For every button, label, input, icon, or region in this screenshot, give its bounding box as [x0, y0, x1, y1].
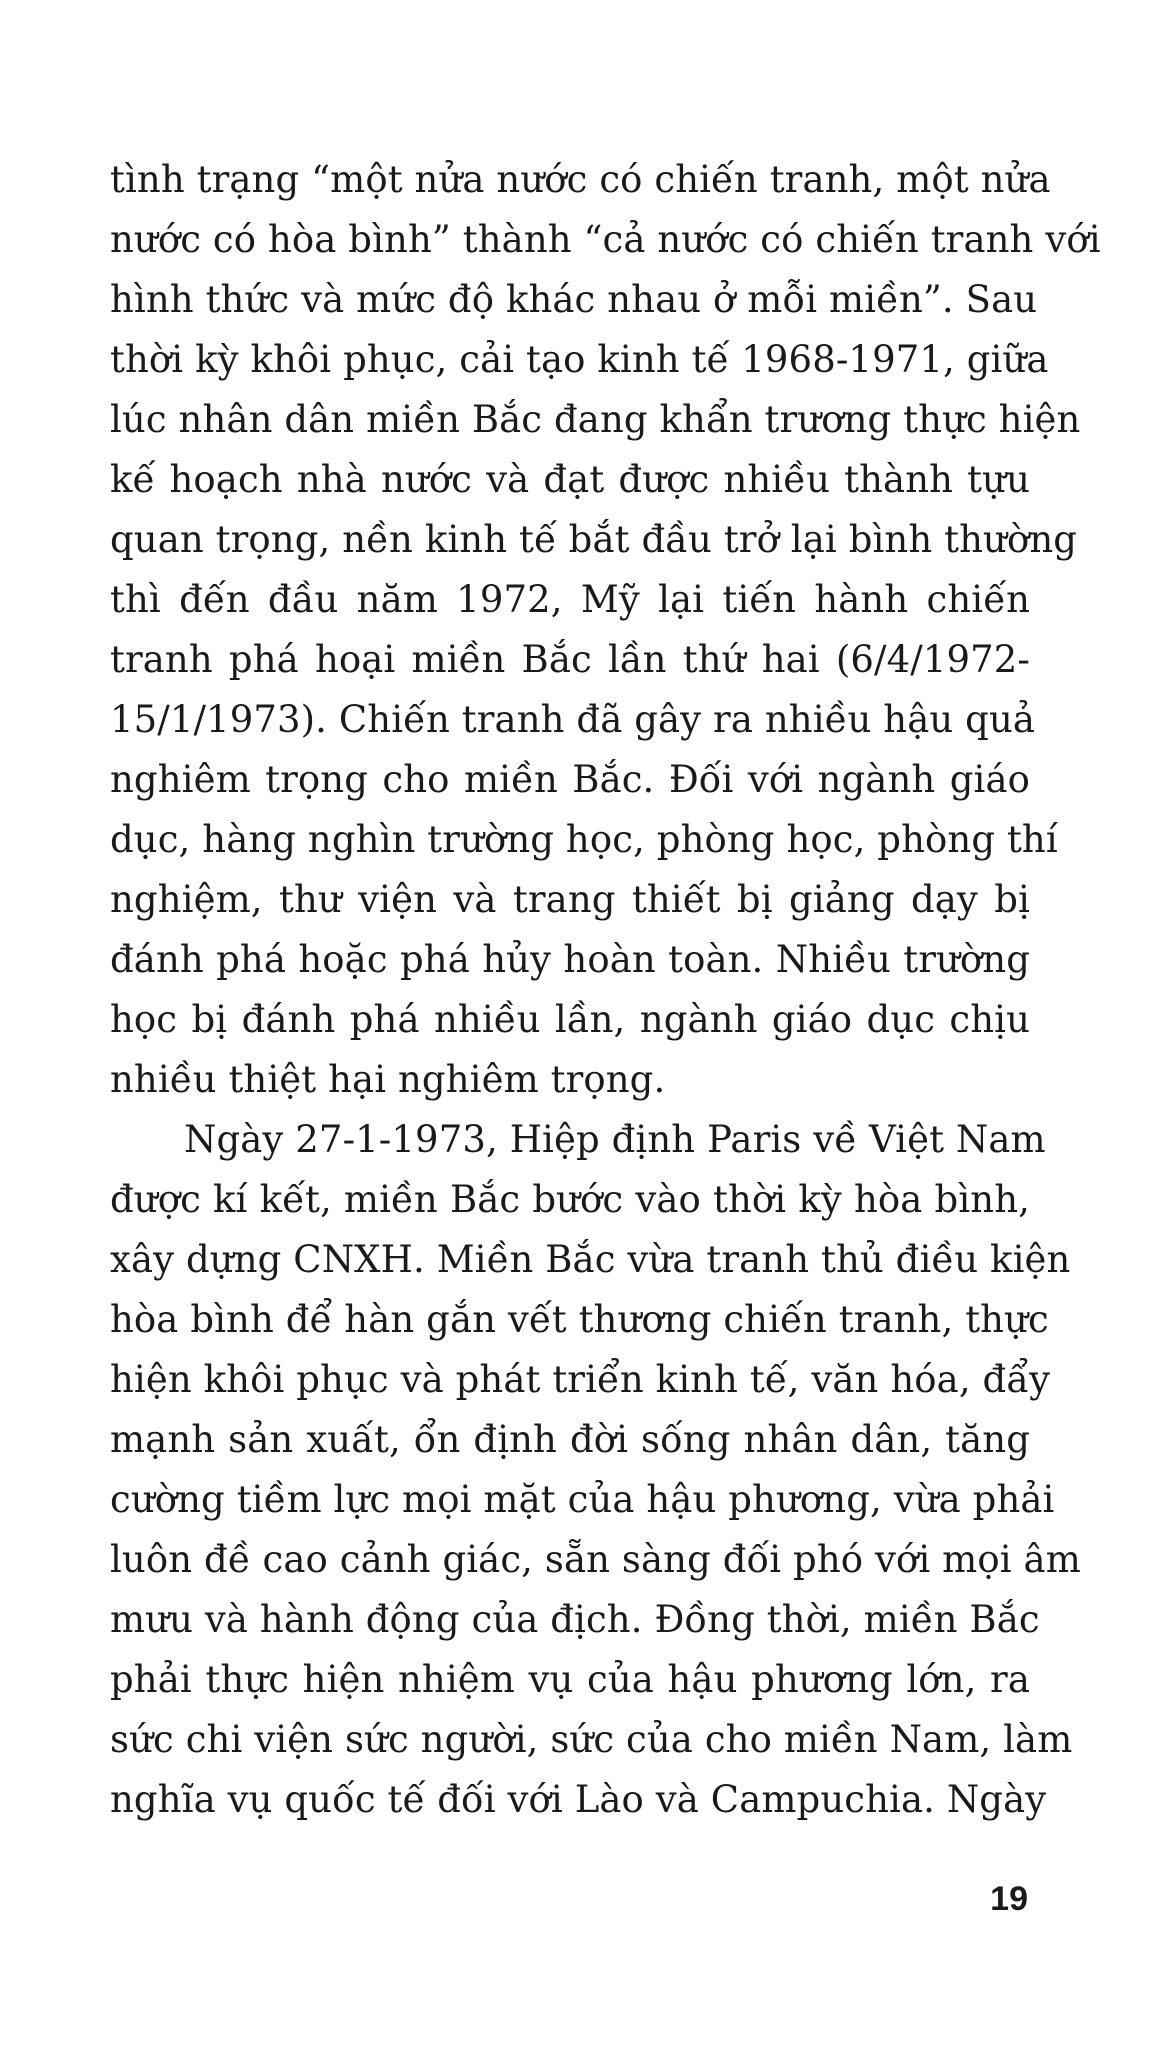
text-line: hiện khôi phục và phát triển kinh tế, văn hóa, đẩy [110, 1358, 1051, 1401]
text-line: quan trọng, nền kinh tế bắt đầu trở lại bình thường [110, 518, 1078, 561]
text-line: hình thức và mức độ khác nhau ở mỗi miền”. Sau [110, 278, 1038, 321]
text-line: đánh phá hoặc phá hủy hoàn toàn. Nhiều trường [110, 938, 1030, 981]
text-line: tình trạng “một nửa nước có chiến tranh, một nửa [110, 158, 1051, 201]
text-line: dục, hàng nghìn trường học, phòng học, phòng thí [110, 818, 1058, 861]
text-line: học bị đánh phá nhiều lần, ngành giáo dục chịu [110, 998, 1030, 1041]
text-line: thì đến đầu năm 1972, Mỹ lại tiến hành chiến [110, 578, 1030, 621]
text-line: nghĩa vụ quốc tế đối với Lào và Campuchia. Ngày [110, 1778, 1047, 1821]
text-line: tranh phá hoại miền Bắc lần thứ hai (6/4/1972- [110, 638, 1030, 681]
text-line: nhiều thiệt hại nghiêm trọng. [110, 1058, 666, 1101]
text-line: phải thực hiện nhiệm vụ của hậu phương lớn, ra [110, 1658, 1030, 1701]
text-line: mạnh sản xuất, ổn định đời sống nhân dân, tăng [110, 1418, 1030, 1461]
text-line: kế hoạch nhà nước và đạt được nhiều thành tựu [110, 458, 1030, 501]
text-line: Ngày 27-1-1973, Hiệp định Paris về Việt Nam [184, 1118, 1046, 1161]
text-line: xây dựng CNXH. Miền Bắc vừa tranh thủ điều kiện [110, 1238, 1071, 1281]
text-line: thời kỳ khôi phục, cải tạo kinh tế 1968-1971, giữa [110, 338, 1049, 381]
text-line: được kí kết, miền Bắc bước vào thời kỳ hòa bình, [110, 1178, 1030, 1221]
text-line: 15/1/1973). Chiến tranh đã gây ra nhiều hậu quả [110, 698, 1036, 741]
text-line: hòa bình để hàn gắn vết thương chiến tranh, thực [110, 1298, 1049, 1341]
text-line: mưu và hành động của địch. Đồng thời, miền Bắc [110, 1598, 1040, 1641]
text-line: cường tiềm lực mọi mặt của hậu phương, vừa phải [110, 1478, 1055, 1521]
text-line: nghiệm, thư viện và trang thiết bị giảng dạy bị [110, 878, 1030, 921]
page-number: 19 [990, 1880, 1028, 1918]
text-line: nghiêm trọng cho miền Bắc. Đối với ngành giáo [110, 758, 1030, 801]
text-line: nước có hòa bình” thành “cả nước có chiến tranh với [110, 218, 1101, 261]
text-line: luôn đề cao cảnh giác, sẵn sàng đối phó với mọi âm [110, 1538, 1081, 1581]
body-text [110, 150, 1101, 1830]
text-line: sức chi viện sức người, sức của cho miền Nam, làm [110, 1718, 1073, 1761]
text-line: lúc nhân dân miền Bắc đang khẩn trương thực hiện [110, 398, 1081, 441]
